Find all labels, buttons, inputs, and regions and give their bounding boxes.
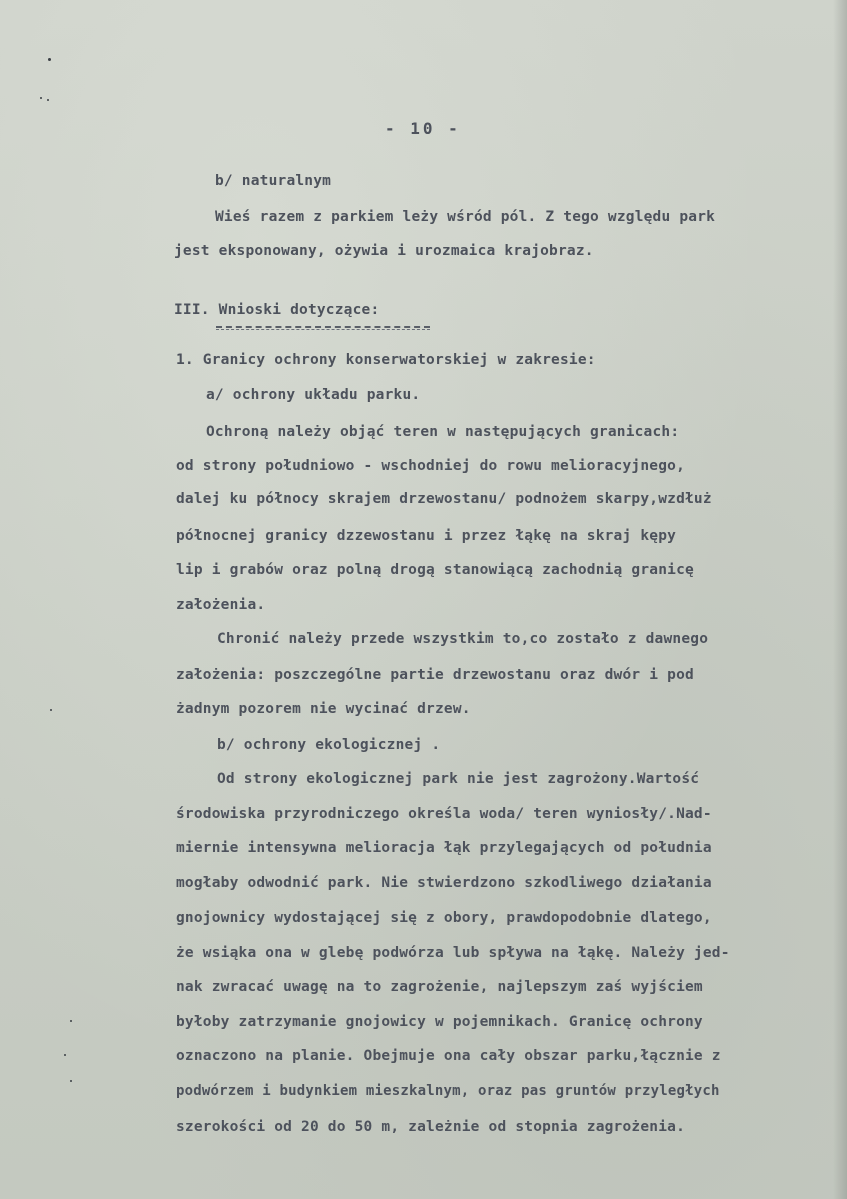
scan-speck [64, 1054, 66, 1056]
text-line: miernie intensywna melioracja łąk przylegających od południa [176, 840, 712, 856]
text-line: byłoby zatrzymanie gnojowicy w pojemnikach. Granicę ochrony [176, 1014, 703, 1030]
scan-speck [70, 1080, 72, 1082]
text-line: żadnym pozorem nie wycinać drzew. [176, 701, 471, 717]
text-line: Ochroną należy objąć teren w następujących granicach: [206, 424, 680, 440]
text-line: dalej ku północy skrajem drzewostanu/ podnożem skarpy,wzdłuż [176, 491, 712, 507]
text-line: założenia. [176, 597, 266, 613]
page-number: - 10 - [385, 119, 461, 138]
scan-speck [70, 1020, 72, 1022]
heading-underline [216, 329, 430, 330]
text-line: jest eksponowany, ożywia i urozmaica krajobraz. [174, 243, 594, 259]
text-line: b/ naturalnym [215, 173, 332, 189]
text-line: oznaczono na planie. Obejmuje ona cały obszar parku,łącznie z [176, 1048, 721, 1064]
subsection-heading: b/ ochrony ekologicznej . [217, 737, 441, 753]
text-line: że wsiąka ona w glebę podwórza lub spływa na łąkę. Należy jed- [176, 945, 730, 961]
text-line: mogłaby odwodnić park. Nie stwierdzono szkodliwego działania [176, 875, 712, 891]
text-line: Od strony ekologicznej park nie jest zagrożony.Wartość [217, 771, 700, 787]
text-line: gnojownicy wydostającej się z obory, prawdopodobnie dlatego, [176, 910, 712, 926]
text-line: północnej granicy dzzewostanu i przez łąkę na skraj kępy [176, 528, 677, 544]
heading-underline [216, 326, 430, 328]
text-line: od strony południowo - wschodniej do rowu melioracyjnego, [176, 458, 685, 474]
text-line: nak zwracać uwagę na to zagrożenie, najlepszym zaś wyjściem [176, 979, 703, 995]
text-line: środowiska przyrodniczego określa woda/ teren wyniosły/.Nad- [176, 806, 712, 822]
scan-speck [48, 58, 51, 61]
text-line: założenia: poszczególne partie drzewostanu oraz dwór i pod [176, 667, 694, 683]
text-line: szerokości od 20 do 50 m, zależnie od stopnia zagrożenia. [176, 1119, 685, 1135]
text-line: podwórzem i budynkiem mieszkalnym, oraz pas gruntów przyległych [176, 1083, 720, 1099]
page-edge-shadow [833, 0, 847, 1199]
text-line: Wieś razem z parkiem leży wśród pól. Z tego względu park [215, 209, 716, 225]
text-line: a/ ochrony układu parku. [206, 387, 421, 403]
text-line: lip i grabów oraz polną drogą stanowiącą zachodnią granicę [176, 562, 694, 578]
text-line: Chronić należy przede wszystkim to,co zostało z dawnego [217, 631, 709, 647]
section-heading: III. Wnioski dotyczące: [174, 302, 380, 318]
text-line: 1. Granicy ochrony konserwatorskiej w zakresie: [176, 352, 596, 368]
scan-speck [40, 97, 42, 99]
scan-speck [50, 709, 52, 711]
scan-speck [47, 99, 49, 101]
